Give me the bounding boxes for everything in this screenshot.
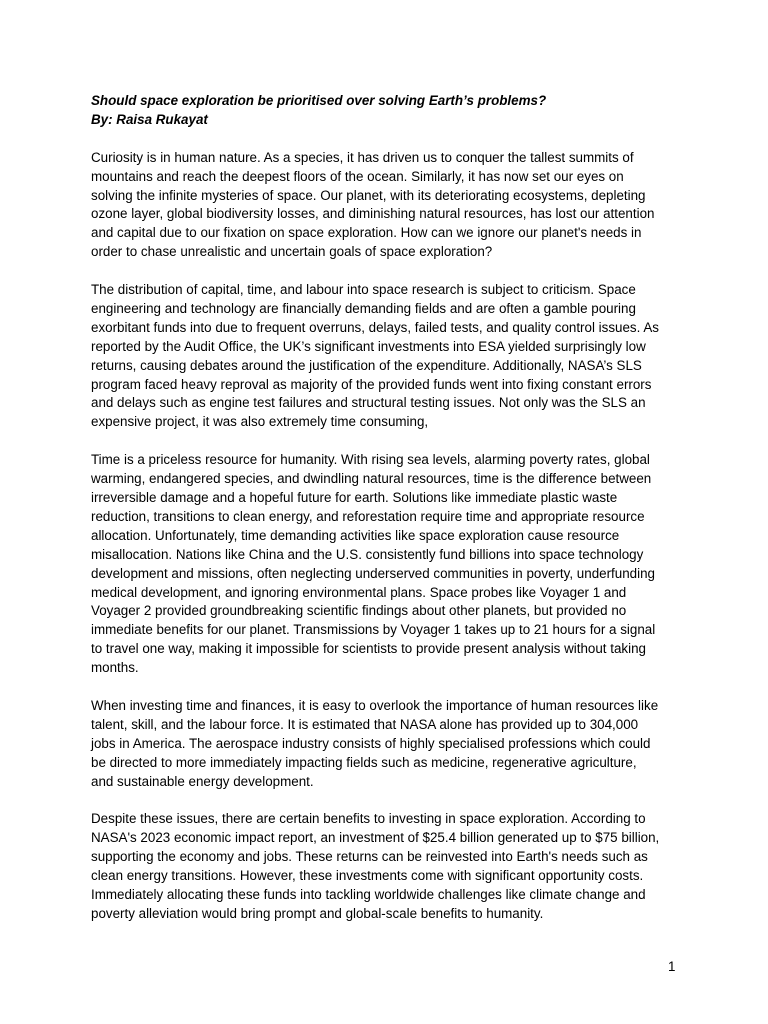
text-line: program faced heavy reproval as majority of the provided funds went into fixing constant errors (91, 376, 652, 392)
text-line: and capital due to our fixation on space exploration. How can we ignore our planet's needs in (91, 225, 642, 241)
text-line: and sustainable energy development. (91, 773, 314, 789)
text-line: Immediately allocating these funds into tackling worldwide challenges like climate change and (91, 886, 646, 902)
text-line: warming, endangered species, and dwindling natural resources, time is the difference between (91, 471, 652, 487)
text-line: months. (91, 660, 139, 676)
text-line: expensive project, it was also extremely time consuming, (91, 414, 429, 430)
text-line: development and missions, often neglecting underserved communities in poverty, underfunding (91, 565, 655, 581)
paragraph-3 (91, 451, 691, 678)
text-line: misallocation. Nations like China and the U.S. consistently fund billions into space technology (91, 546, 644, 562)
text-line: to travel one way, making it impossible for scientists to provide present analysis without taking (91, 641, 646, 657)
text-line: talent, skill, and the labour force. It is estimated that NASA alone has provided up to 304,000 (91, 716, 639, 732)
text-line: returns, causing debates around the justification of the expenditure. Additionally, NASA’s SLS (91, 357, 642, 373)
paragraph-1 (91, 149, 691, 262)
paragraph-5 (91, 810, 691, 923)
text-line: Despite these issues, there are certain benefits to investing in space exploration. According to (91, 811, 646, 827)
text-line: and delays such as engine test failures and structural testing issues. Not only was the SLS an (91, 395, 646, 411)
document-title: Should space exploration be prioritised over solving Earth’s problems? (91, 93, 547, 108)
text-line: poverty alleviation would bring prompt and global-scale benefits to humanity. (91, 905, 544, 921)
text-line: Time is a priceless resource for humanity. With rising sea levels, alarming poverty rates, global (91, 452, 650, 468)
text-line: exorbitant funds into due to frequent overruns, delays, failed tests, and quality control issues. As (91, 319, 659, 335)
text-line: ozone layer, global biodiversity losses, and diminishing natural resources, has lost our attention (91, 206, 655, 222)
text-line: The distribution of capital, time, and labour into space research is subject to criticism. Space (91, 282, 636, 298)
text-line: be directed to more immediately impacting fields such as medicine, regenerative agriculture, (91, 754, 637, 770)
text-line: reported by the Audit Office, the UK’s significant investments into ESA yielded surprisingly low (91, 338, 646, 354)
text-line: clean energy transitions. However, these investments come with significant opportunity costs. (91, 868, 644, 884)
text-line: solving the infinite mysteries of space. Our planet, with its deteriorating ecosystems, depleting (91, 187, 646, 203)
text-line: order to chase unrealistic and uncertain goals of space exploration? (91, 244, 493, 260)
paragraph-4 (91, 697, 691, 792)
text-line: irreversible damage and a hopeful future for earth. Solutions like immediate plastic waste (91, 489, 618, 505)
text-line: medical development, and ignoring environmental plans. Space probes like Voyager 1 and (91, 584, 627, 600)
text-line: mountains and reach the deepest floors of the ocean. Similarly, it has now set our eyes on (91, 168, 624, 184)
text-line: jobs in America. The aerospace industry consists of highly specialised professions which could (91, 735, 651, 751)
document-body (91, 92, 691, 924)
text-line: reduction, transitions to clean energy, and reforestation require time and appropriate resource (91, 508, 645, 524)
text-line: Curiosity is in human nature. As a species, it has driven us to conquer the tallest summits of (91, 149, 634, 165)
page-number: 1 (668, 959, 676, 974)
text-line: engineering and technology are financially demanding fields and are often a gamble pouring (91, 300, 636, 316)
text-line: NASA's 2023 economic impact report, an investment of $25.4 billion generated up to $75 billion, (91, 830, 660, 846)
text-line: Voyager 2 provided groundbreaking scientific findings about other planets, but provided no (91, 603, 627, 619)
text-line: supporting the economy and jobs. These returns can be reinvested into Earth's needs such as (91, 849, 648, 865)
document-byline: By: Raisa Rukayat (91, 111, 208, 127)
paragraph-2 (91, 281, 691, 432)
text-line: allocation. Unfortunately, time demanding activities like space exploration cause resource (91, 527, 620, 543)
text-line: When investing time and finances, it is easy to overlook the importance of human resources like (91, 697, 659, 713)
text-line: immediate benefits for our planet. Transmissions by Voyager 1 takes up to 21 hours for a signal (91, 622, 656, 638)
